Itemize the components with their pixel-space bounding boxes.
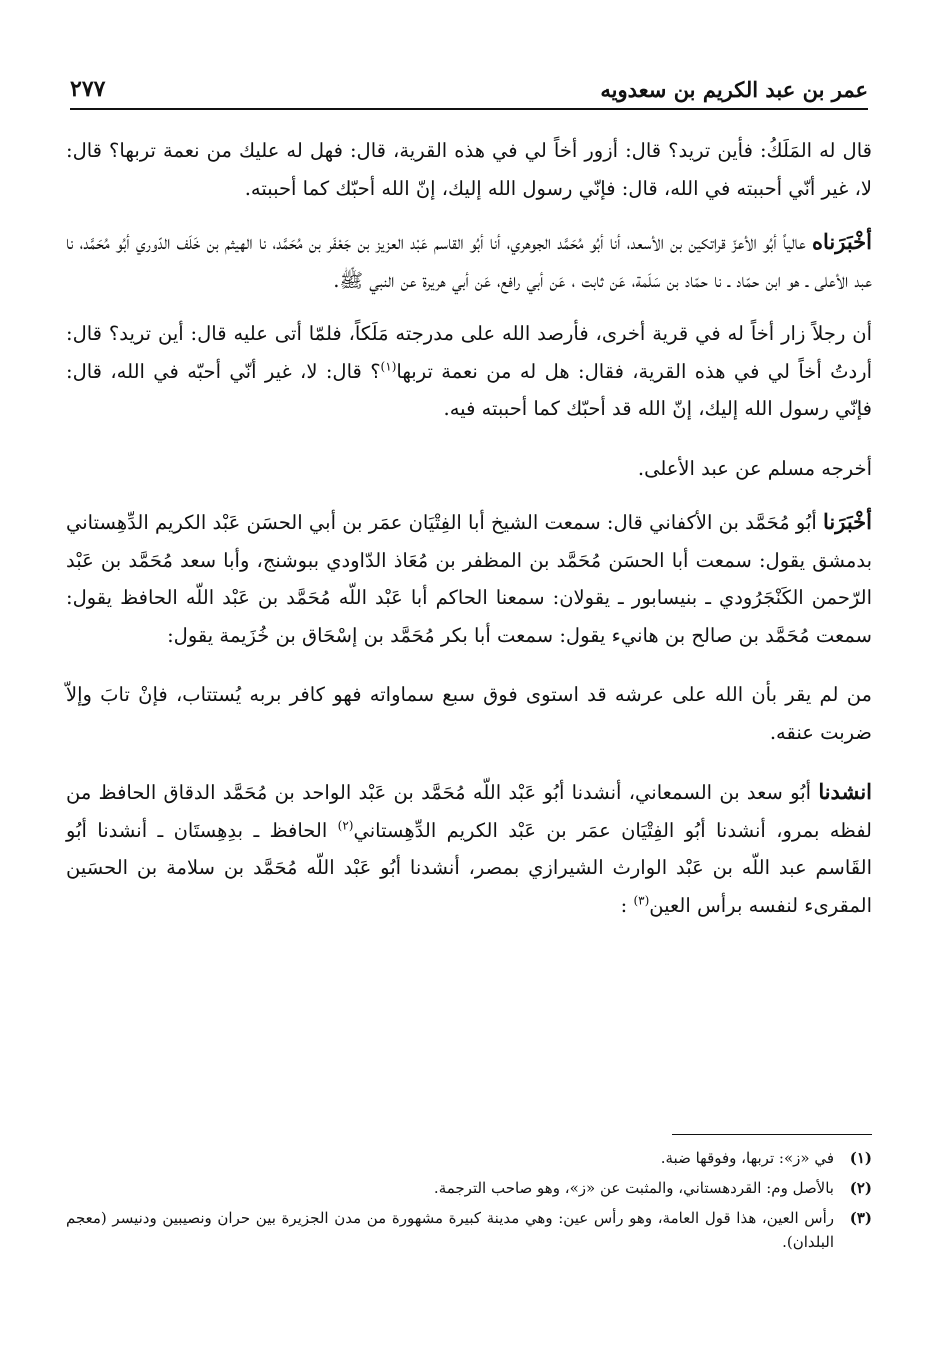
paragraph-1 [66, 132, 872, 207]
paragraph-6 [66, 676, 872, 751]
running-header [70, 68, 868, 110]
header-title: عمر بن عبد الكريم بن سعدويه [600, 77, 868, 102]
footnote-3 [66, 1206, 872, 1254]
footnote-number: (٢) [849, 1179, 872, 1197]
footnote-number: (١) [849, 1149, 872, 1167]
paragraph-text: عالياً أبُو الأعزّ قراتكين بن الأسعد، أنا أبُو مُحَمَّد الجوهري، أنا أبُو القاسم عَبْد العزيز بن جَعْفَر بن مُحَمَّد، نا الهيثم بن خَلَف الدّوري أبُو مُحَمَّد، نا عبد الأعلى ـ هو ابن حمّاد ـ نا حمّاد بن سَلَمة، عَن ثابت ، عَن أبي رافع، عَن أبي هريرة عن النبي ﷺ. [66, 231, 872, 292]
paragraph-text-tail: الحافظ ـ بدِهِستَان ـ أنشدنا أبُو القَاسم عبد اللّه بن عَبْد الوارث الشيرازي بمصر، أنشدنا أبُو عَبْد اللّه مُحَمَّد بن سلامة بن الحسَين المقرىء لنفسه برأس العين [66, 818, 872, 917]
main-text [66, 132, 872, 940]
footnote-ref-1[interactable]: (١) [380, 359, 397, 373]
footnote-1 [66, 1146, 872, 1170]
paragraph-text-tail-2: : [620, 893, 634, 917]
paragraph-text: أخرجه مسلم عن عبد الأعلى. [637, 456, 872, 480]
paragraph-3 [66, 315, 872, 428]
footnotes [66, 1146, 872, 1260]
page-number: ٢٧٧ [70, 76, 106, 102]
paragraph-text-tail: ؟ قال: لا، غير أنّي أحبّه في الله، قال: فإنّي رسول الله إليك، إنّ الله قد أحبّك كما أحببته فيه. [66, 359, 872, 420]
paragraph-lead: أخْبَرَناه [812, 229, 872, 254]
paragraph-lead: أخْبَرَنا [823, 509, 872, 534]
footnote-ref-3[interactable]: (٣) [633, 893, 650, 907]
paragraph-text: أبُو مُحَمَّد بن الأكفاني قال: سمعت الشيخ أبا الفِتْيَان عمَر بن أبي الحسَن عَبْد الكريم الدِّهِستاني بدمشق يقول: سمعت أبا الحسَن مُحَمَّد بن المظفر بن مُعَاذ الدّاودي ببوشنج، وأبا سعد مُحَمَّد بن عَبْد الرّحمن الكَنْجَرُودي ـ بنيسابور ـ يقولان: سمعنا الحاكم أبا عَبْد اللّه مُحَمَّد بن عَبْد اللّه الحافظ يقول: سمعت مُحَمَّد بن صالح بن هانيء يقول: سمعت أبا بكر مُحَمَّد بن إسْحَاق بن خُزَيمة يقول: [66, 511, 872, 647]
footnote-2 [66, 1176, 872, 1200]
footnote-text: في «ز»: تربها، وفوقها ضبة. [660, 1149, 834, 1167]
paragraph-text: أبُو سعد بن السمعاني، أنشدنا أبُو عَبْد اللّه مُحَمَّد بن عَبْد الواحد بن مُحَمَّد الدقاق الحافظ من لفظه بمرو، أنشدنا أبُو الفِتْيَان عمَر بن عَبْد الكريم الدِّهِستاني [66, 781, 872, 842]
paragraph-text: قال له المَلَكُ: فأين تريد؟ قال: أزور أخاً لي في هذه القرية، قال: فهل له عليك من نعمة تربها؟ قال: لا، غير أنّي أحببته في الله، قال: فإنّي رسول الله إليك، إنّ الله أحبّك كما أحببته. [66, 139, 872, 200]
paragraph-5 [66, 503, 872, 654]
paragraph-7 [66, 773, 872, 924]
paragraph-text: أن رجلاً زار أخاً له في قرية أخرى، فأرصد الله على مدرجته مَلَكاً، فلمّا أتى عليه قال: أين تريد؟ قال: أردتُ أخاً لي في هذه القرية، فقال: هل له من نعمة تربها [66, 322, 872, 383]
footnote-ref-2[interactable]: (٢) [337, 818, 354, 832]
footnote-divider [672, 1134, 872, 1135]
paragraph-2 [66, 223, 872, 299]
paragraph-4 [66, 450, 872, 488]
footnote-text: رأس العين، هذا قول العامة، وهو رأس عين: وهي مدينة كبيرة مشهورة من مدن الجزيرة بين حران ونصيبين ودنيسر (معجم البلدان). [66, 1209, 834, 1251]
paragraph-text: من لم يقر بأن الله على عرشه قد استوى فوق سبع سماواته فهو كافر بربه يُستتاب، فإنْ تابَ وإلاّ ضربت عنقه. [66, 683, 872, 744]
footnote-text: بالأصل وم: القردهستاني، والمثبت عن «ز»، وهو صاحب الترجمة. [433, 1179, 834, 1197]
paragraph-lead: انشدنا [818, 779, 872, 804]
footnote-number: (٣) [849, 1209, 872, 1227]
